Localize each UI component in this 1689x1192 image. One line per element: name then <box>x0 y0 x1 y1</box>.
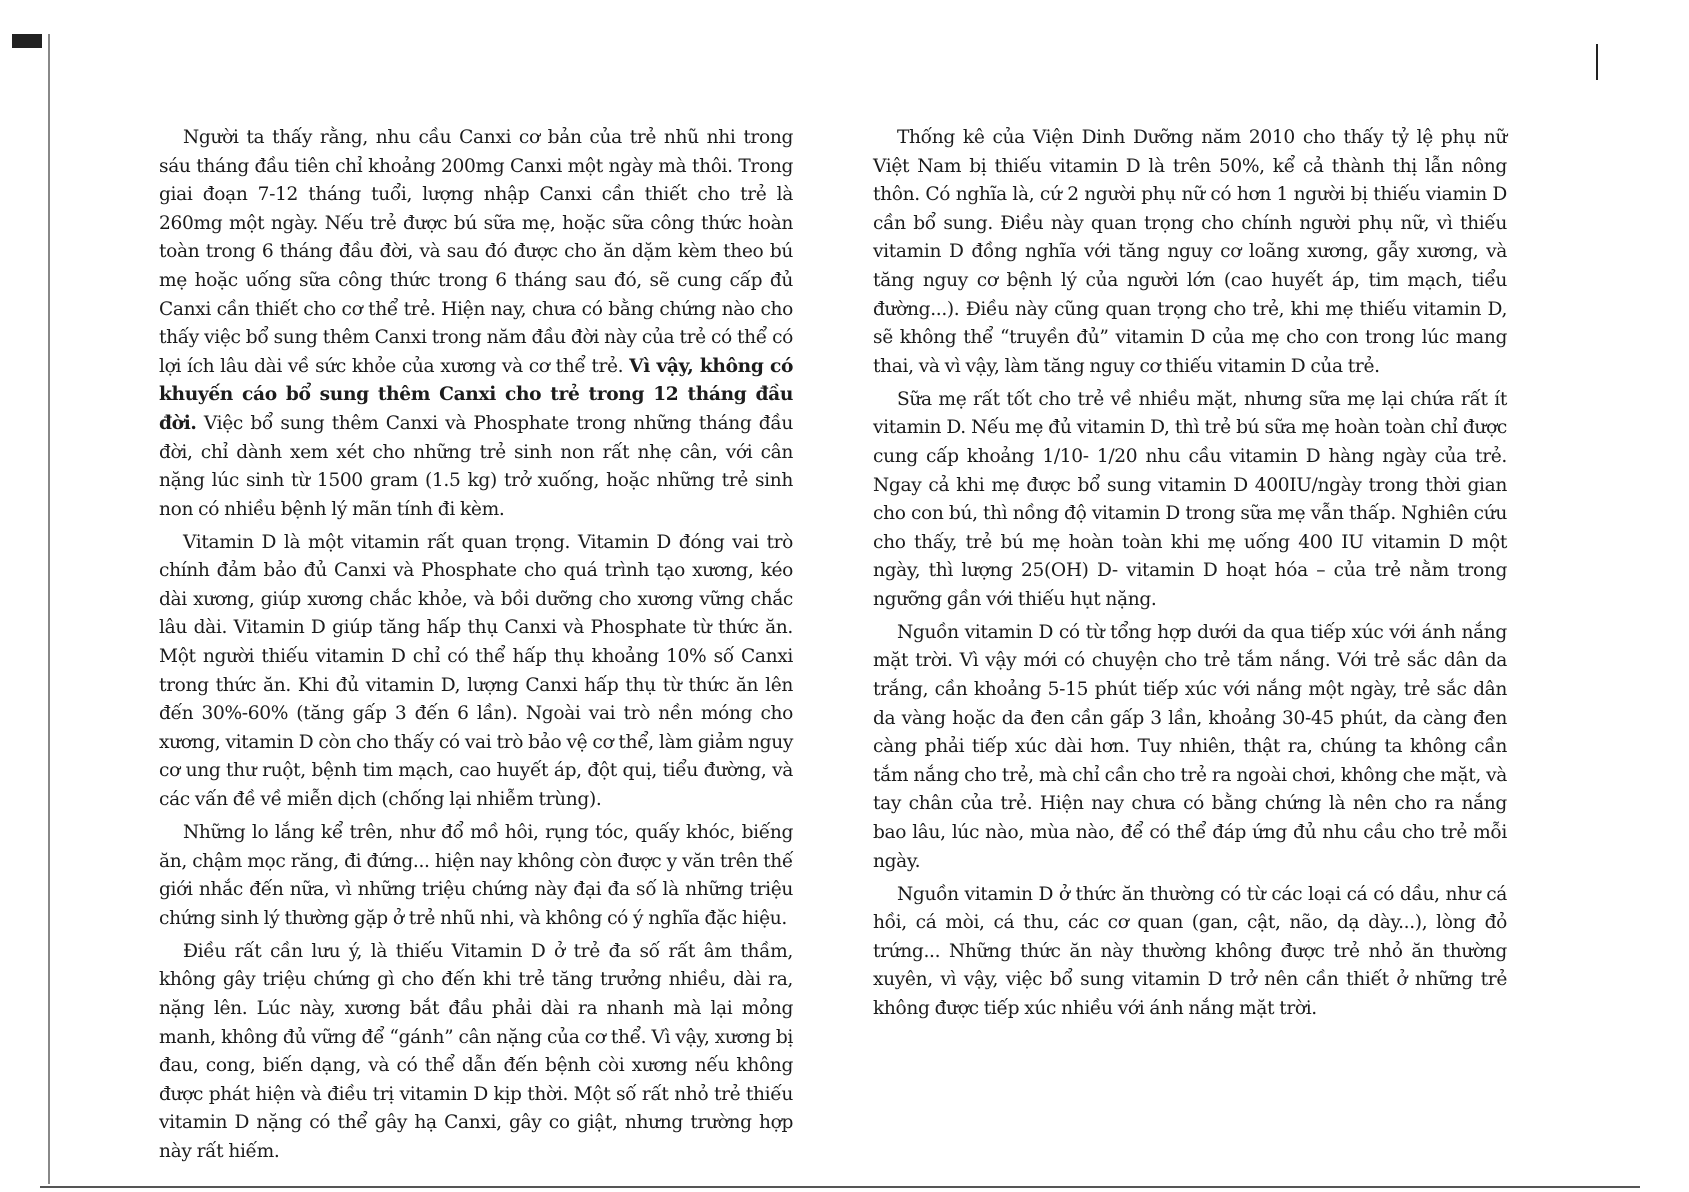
left-column <box>159 124 793 1171</box>
left-paragraph-4: Điều rất cần lưu ý, là thiếu Vitamin D ở trẻ đa số rất âm thầm, không gây triệu chứng gì cho đến khi trẻ tăng trưởng nhiều, dài ra, nặng lên. Lúc này, xương bắt đầu phải dài ra nhanh mà lại mỏng manh, không đủ vững để “gánh” cân nặng của cơ thể. Vì vậy, xương bị đau, cong, biến dạng, và có thể dẫn đến bệnh còi xương nếu không được phát hiện và điều trị vitamin D kịp thời. Một số rất nhỏ trẻ thiếu vitamin D nặng có thể gây hạ Canxi, gây co giật, nhưng trường hợp này rất hiếm. <box>159 940 793 1162</box>
scan-mark-corner <box>12 34 42 48</box>
left-paragraph-2: Vitamin D là một vitamin rất quan trọng. Vitamin D đóng vai trò chính đảm bảo đủ Canxi và Phosphate cho quá trình tạo xương, kéo dài xương, giúp xương chắc khỏe, và bồi dưỡng cho xương vững chắc lâu dài. Vitamin D giúp tăng hấp thụ Canxi và Phosphate từ thức ăn. Một người thiếu vitamin D chỉ có thể hấp thụ khoảng 10% số Canxi trong thức ăn. Khi đủ vitamin D, lượng Canxi hấp thụ từ thức ăn lên đến 30%-60% (tăng gấp 3 đến 6 lần). Ngoài vai trò nền móng cho xương, vitamin D còn cho thấy có vai trò bảo vệ cơ thể, làm giảm nguy cơ ung thư ruột, bệnh tim mạch, cao huyết áp, đột quị, tiểu đường, và các vấn đề về miễn dịch (chống lại nhiễm trùng). <box>159 531 793 811</box>
scan-mark-bottom <box>40 1186 1640 1188</box>
left-paragraph-1: Người ta thấy rằng, nhu cầu Canxi cơ bản của trẻ nhũ nhi trong sáu tháng đầu tiên chỉ khoảng 200mg Canxi một ngày mà thôi. Trong giai đoạn 7-12 tháng tuổi, lượng nhập Canxi cần thiết cho trẻ là 260mg một ngày. Nếu trẻ được bú sữa mẹ, hoặc sữa công thức hoàn toàn trong 6 tháng đầu đời, và sau đó được cho ăn dặm kèm theo bú mẹ hoặc uống sữa công thức trong 6 tháng sau đó, sẽ cung cấp đủ Canxi cần thiết cho cơ thể trẻ. Hiện nay, chưa có bằng chứng nào cho thấy việc bổ sung thêm Canxi trong năm đầu đời này của trẻ có thể có lợi ích lâu dài về sức khỏe của xương và cơ thể trẻ. Vì vậy, không có khuyến cáo bổ sung thêm Canxi cho trẻ trong 12 tháng đầu đời. Việc bổ sung thêm Canxi và Phosphate trong những tháng đầu đời, chỉ dành xem xét cho những trẻ sinh non rất nhẹ cân, với cân nặng lúc sinh từ 1500 gram (1.5 kg) trở xuống, hoặc những trẻ sinh non có nhiều bệnh lý mãn tính đi kèm. <box>159 127 793 520</box>
left-paragraph-1-emphasis: Vì vậy, không có khuyến cáo bổ sung thêm Canxi cho trẻ trong 12 tháng đầu đời. <box>159 355 793 434</box>
right-paragraph-3: Nguồn vitamin D có từ tổng hợp dưới da qua tiếp xúc với ánh nắng mặt trời. Vì vậy mới có chuyện cho trẻ tắm nắng. Với trẻ sắc dân da trắng, cần khoảng 5-15 phút tiếp xúc với nắng một ngày, trẻ sắc dân da vàng hoặc da đen cần gấp 3 lần, khoảng 30-45 phút, da càng đen càng phải tiếp xúc dài hơn. Tuy nhiên, thật ra, chúng ta không cần tắm nắng cho trẻ, mà chỉ cần cho trẻ ra ngoài chơi, không che mặt, và tay chân của trẻ. Hiện nay chưa có bằng chứng là nên cho ra nắng bao lâu, lúc nào, mùa nào, để có thể đáp ứng đủ nhu cầu cho trẻ mỗi ngày. <box>873 621 1507 872</box>
right-paragraph-4: Nguồn vitamin D ở thức ăn thường có từ các loại cá có dầu, như cá hồi, cá mòi, cá thu, các cơ quan (gan, cật, não, dạ dày...), lòng đỏ trứng... Những thức ăn này thường không được trẻ nhỏ ăn thường xuyên, vì vậy, việc bổ sung vitamin D trở nên cần thiết ở những trẻ không được tiếp xúc nhiều với ánh nắng mặt trời. <box>873 883 1507 1019</box>
left-paragraph-3: Những lo lắng kể trên, như đổ mồ hôi, rụng tóc, quấy khóc, biếng ăn, chậm mọc răng, đi đứng... hiện nay không còn được y văn trên thế giới nhắc đến nữa, vì những triệu chứng này đại đa số là những triệu chứng sinh lý thường gặp ở trẻ nhũ nhi, và không có ý nghĩa đặc hiệu. <box>159 822 793 929</box>
right-paragraph-2: Sữa mẹ rất tốt cho trẻ về nhiều mặt, nhưng sữa mẹ lại chứa rất ít vitamin D. Nếu mẹ đủ vitamin D, thì trẻ bú sữa mẹ hoàn toàn chỉ được cung cấp khoảng 1/10- 1/20 nhu cầu vitamin D hàng ngày của trẻ. Ngay cả khi mẹ được bổ sung vitamin D 400IU/ngày trong thời gian cho con bú, thì nồng độ vitamin D trong sữa mẹ vẫn thấp. Nghiên cứu cho thấy, trẻ bú mẹ hoàn toàn khi mẹ uống 400 IU vitamin D một ngày, thì lượng 25(OH) D- vitamin D hoạt hóa – của trẻ nằm trong ngưỡng gần với thiếu hụt nặng. <box>873 388 1507 610</box>
right-paragraph-1: Thống kê của Viện Dinh Dưỡng năm 2010 cho thấy tỷ lệ phụ nữ Việt Nam bị thiếu vitamin D là trên 50%, kể cả thành thị lẫn nông thôn. Có nghĩa là, cứ 2 người phụ nữ có hơn 1 người bị thiếu viamin D cần bổ sung. Điều này quan trọng cho chính người phụ nữ, vì thiếu vitamin D đồng nghĩa với tăng nguy cơ loãng xương, gẫy xương, và tăng nguy cơ bệnh lý của người lớn (cao huyết áp, tim mạch, tiểu đường...). Điều này cũng quan trọng cho trẻ, khi mẹ thiếu vitamin D, sẽ không thể “truyền đủ” vitamin D của mẹ cho con trong lúc mang thai, và vì vậy, làm tăng nguy cơ thiếu vitamin D của trẻ. <box>873 127 1507 377</box>
scan-mark-left-edge <box>48 34 50 1184</box>
right-column <box>873 124 1507 1028</box>
scan-mark-right-edge <box>1596 44 1598 80</box>
